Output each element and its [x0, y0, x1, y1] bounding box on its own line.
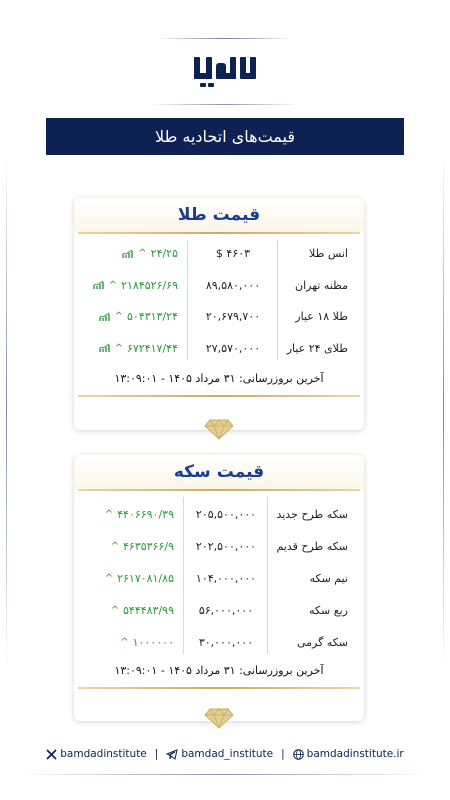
- table-row: [74, 238, 364, 270]
- trend-chart-icon: [99, 312, 111, 322]
- globe-icon: [293, 749, 304, 760]
- up-arrow-icon: ^: [138, 248, 147, 260]
- item-price: ۲۷,۵۷۰,۰۰۰: [205, 341, 261, 355]
- item-name: ربع سکه: [309, 603, 348, 617]
- coin-card-footer-rule: [78, 687, 360, 689]
- change-value: ۶۷۲۴۱۷/۴۴: [127, 341, 178, 355]
- item-price: ۴۶۰۳ $: [215, 247, 251, 261]
- item-price: ۱۰۴,۰۰۰,۰۰۰: [195, 571, 257, 585]
- table-row: [74, 530, 364, 562]
- coin-price-card: [74, 455, 364, 721]
- bamdad-logo-mark: [192, 51, 258, 91]
- up-arrow-icon: ^: [110, 604, 120, 616]
- up-arrow-icon: ^: [104, 572, 114, 584]
- gold-price-card: [74, 198, 364, 430]
- table-row: [74, 333, 364, 365]
- coin-card-header: [74, 455, 364, 489]
- diamond-icon: [204, 707, 234, 729]
- up-arrow-icon: ^: [120, 636, 129, 648]
- table-row: [74, 562, 364, 594]
- item-name: سکه طرح قدیم: [276, 539, 348, 553]
- change-value: ۵۴۴۴۸۳/۹۹: [123, 603, 174, 617]
- change-value: ۵۰۴۳۱۳/۲۴: [127, 310, 178, 324]
- change-value: ۲۱۸۴۵۲۶/۶۹: [121, 278, 178, 292]
- change-value: ۲۶۱۷۰۸۱/۸۵: [117, 571, 174, 585]
- trend-chart-icon: [93, 280, 105, 290]
- coin-price-table: [74, 491, 364, 658]
- page-title: قیمت‌های اتحادیه طلا: [155, 127, 295, 146]
- telegram-link[interactable]: [166, 748, 273, 760]
- up-arrow-icon: ^: [104, 508, 114, 520]
- change-value: ۱۰۰۰۰۰۰: [132, 635, 174, 649]
- item-price: ۲۰۵,۵۰۰,۰۰۰: [195, 507, 257, 521]
- brand-logo: [0, 46, 450, 96]
- table-row: [74, 498, 364, 530]
- item-change: [74, 540, 184, 553]
- website-url: bamdadinstitute.ir: [306, 748, 404, 760]
- up-arrow-icon: ^: [110, 540, 120, 552]
- x-link[interactable]: [46, 748, 147, 760]
- gold-price-table: [74, 234, 364, 364]
- x-handle: bamdadinstitute: [60, 748, 147, 760]
- item-name: سکه گرمی: [296, 635, 348, 649]
- bottom-divider: [20, 774, 430, 775]
- footer-separator: |: [281, 748, 285, 760]
- item-change: [74, 604, 184, 617]
- column-divider: [277, 240, 278, 360]
- change-value: ۲۴/۲۵: [150, 247, 178, 261]
- column-divider: [187, 240, 188, 360]
- up-arrow-icon: ^: [114, 342, 124, 354]
- footer-separator: |: [154, 748, 159, 760]
- website-link[interactable]: [293, 748, 404, 760]
- x-logo-icon: [46, 749, 57, 760]
- table-row: [74, 626, 364, 658]
- item-price: ۳۰,۰۰۰,۰۰۰: [198, 635, 254, 649]
- item-name: انس طلا: [309, 247, 348, 261]
- item-change: [74, 247, 188, 260]
- telegram-handle: bamdad_institute: [181, 748, 274, 760]
- gold-card-footer-rule: [78, 395, 360, 397]
- item-change: [74, 572, 184, 585]
- gold-card-title: قیمت طلا: [177, 205, 261, 225]
- top-divider: [158, 38, 292, 39]
- page-title-banner: [46, 118, 404, 155]
- table-row: [74, 270, 364, 302]
- item-price: ۲۰۲,۵۰۰,۰۰۰: [195, 539, 257, 553]
- left-decor-line: [6, 150, 7, 670]
- gold-card-header: [74, 198, 364, 232]
- item-price: ۲۰,۶۷۹,۷۰۰: [205, 310, 261, 324]
- item-change: [74, 508, 184, 521]
- social-footer: [0, 744, 450, 764]
- column-divider: [183, 497, 184, 654]
- item-price: ۵۶,۰۰۰,۰۰۰: [198, 603, 254, 617]
- up-arrow-icon: ^: [114, 311, 124, 323]
- item-change: [74, 342, 188, 355]
- item-change: [74, 636, 184, 649]
- item-name: مظنه تهران: [295, 278, 348, 292]
- column-divider: [267, 497, 268, 654]
- right-decor-line: [443, 150, 444, 670]
- item-name: نیم سکه: [309, 571, 348, 585]
- trend-chart-icon: [122, 249, 134, 259]
- trend-chart-icon: [99, 343, 111, 353]
- item-name: سکه طرح جدید: [276, 507, 348, 521]
- up-arrow-icon: ^: [108, 279, 118, 291]
- coin-card-title: قیمت سکه: [173, 462, 265, 482]
- change-value: ۴۶۳۵۳۶۶/۹: [123, 539, 174, 553]
- item-change: [74, 310, 188, 323]
- table-row: [74, 594, 364, 626]
- item-name: طلا ۱۸ عیار: [295, 310, 348, 324]
- diamond-icon: [204, 418, 234, 440]
- item-price: ۸۹,۵۸۰,۰۰۰: [205, 278, 261, 292]
- logo-divider: [150, 104, 300, 105]
- item-name: طلای ۲۴ عیار: [286, 341, 348, 355]
- last-update-text: آخرین بروزرسانی: ۳۱ مرداد ۱۴۰۵ - ۱۳:۰۹:۰۱: [114, 372, 324, 385]
- telegram-icon: [166, 749, 178, 760]
- item-change: [74, 279, 188, 292]
- table-row: [74, 301, 364, 333]
- change-value: ۴۴۰۶۶۹۰/۳۹: [117, 507, 174, 521]
- last-update-text: آخرین بروزرسانی: ۳۱ مرداد ۱۴۰۵ - ۱۳:۰۹:۰۱: [114, 664, 324, 677]
